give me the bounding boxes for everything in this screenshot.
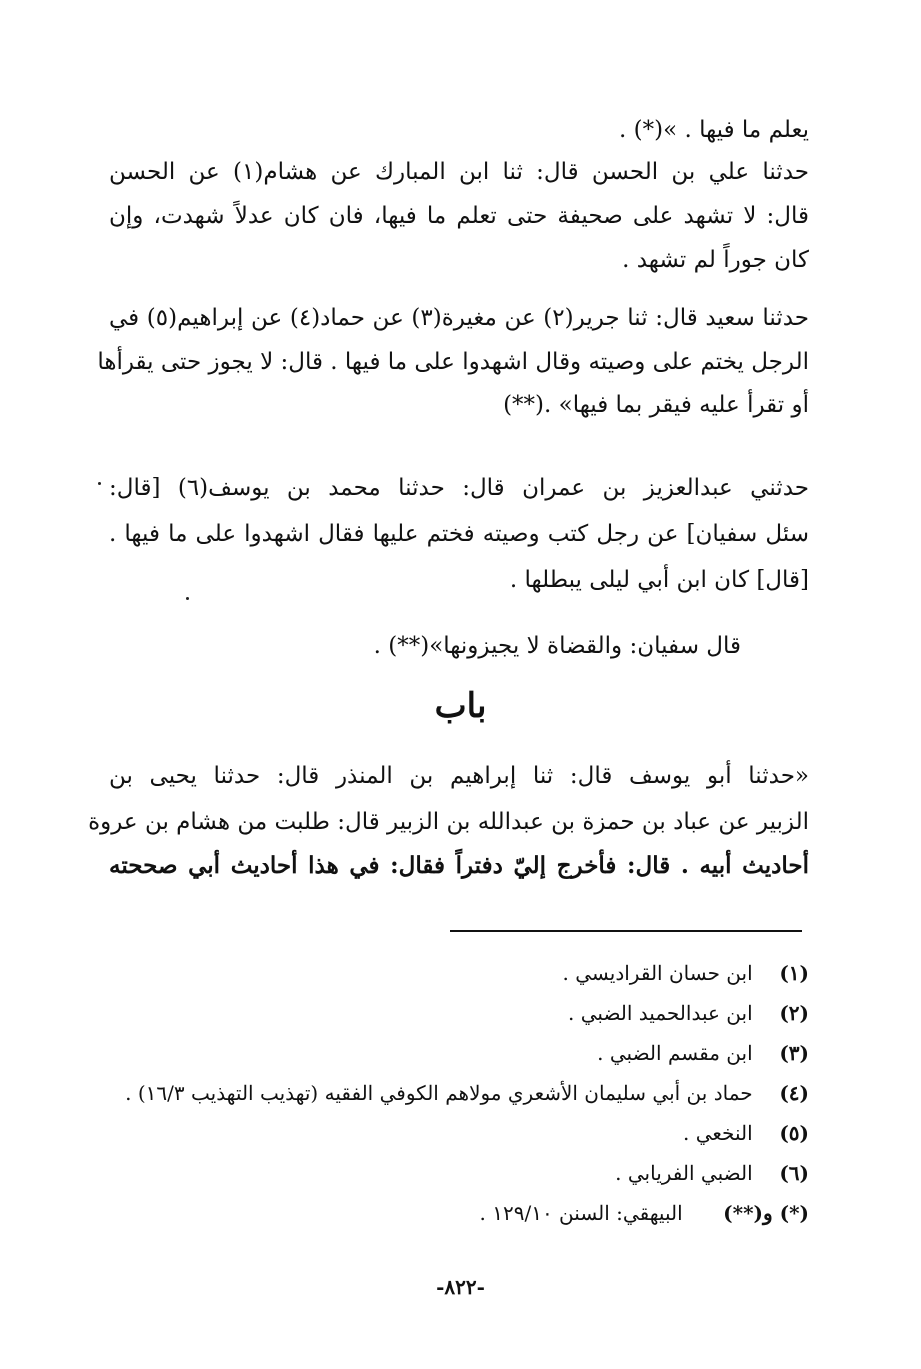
footnote-number: (١)	[779, 961, 809, 985]
footnote-text: حماد بن أبي سليمان الأشعري مولاهم الكوفي الفقيه (تهذيب التهذيب ١٦/٣) .	[125, 1081, 753, 1105]
page-number: -٨٢٢-	[436, 1275, 485, 1299]
footnote-text: النخعي .	[683, 1121, 753, 1145]
footnote	[69, 1116, 809, 1150]
text-line: حدثنا سعيد قال: ثنا جرير(٢) عن مغيرة(٣) عن حماد(٤) عن إبراهيم(٥) في	[109, 305, 809, 331]
footnote-text: ابن عبدالحميد الضبي .	[568, 1001, 753, 1025]
text-line: كان جوراً لم تشهد .	[622, 247, 809, 273]
footnote-number: (٣)	[779, 1041, 809, 1065]
text-line: حدثني عبدالعزيز بن عمران قال: حدثنا محمد بن يوسف(٦) [قال:	[109, 475, 809, 501]
footnote	[69, 1036, 809, 1070]
footnote-number: (٥)	[779, 1121, 809, 1145]
footnote-text: البيهقي: السنن ١٢٩/١٠ .	[479, 1201, 683, 1225]
footnote-text: ابن حسان القراديسي .	[562, 961, 753, 985]
scan-speck	[98, 482, 101, 485]
text-line: حدثنا علي بن الحسن قال: ثنا ابن المبارك عن هشام(١) عن الحسن	[109, 159, 809, 185]
footnote	[69, 956, 809, 990]
text-line: [قال] كان ابن أبي ليلى يبطلها .	[509, 567, 809, 593]
text-line: الزبير عن عباد بن حمزة بن عبدالله بن الزبير قال: طلبت من هشام بن عروة	[88, 809, 809, 835]
footnote-number: (٦)	[779, 1161, 809, 1185]
footnote	[69, 996, 809, 1030]
text-line: «حدثنا أبو يوسف قال: ثنا إبراهيم بن المنذر قال: حدثنا يحيى بن	[109, 763, 809, 789]
footnote-separator	[450, 930, 802, 932]
text-line: قال: لا تشهد على صحيفة حتى تعلم ما فيها، فان كان عدلاً شهدت، وإن	[109, 203, 809, 229]
footnote	[69, 1196, 809, 1230]
footnote	[69, 1076, 809, 1110]
text-line: الرجل يختم على وصيته وقال اشهدوا على ما فيها . قال: لا يجوز حتى يقرأها	[97, 349, 809, 375]
footnote-text: ابن مقسم الضبي .	[597, 1041, 753, 1065]
text-line: أو تقرأ عليه فيقر بما فيها» .(**)	[503, 392, 809, 418]
text-line: أحاديث أبيه . قال: فأخرج إليّ دفتراً فقال: في هذا أحاديث أبي صححته	[109, 852, 809, 879]
footnote-number: (*) و(**)	[723, 1201, 809, 1225]
text-line: قال سفيان: والقضاة لا يجيزونها»(**) .	[373, 633, 741, 659]
footnote-number: (٢)	[779, 1001, 809, 1025]
footnote	[69, 1156, 809, 1190]
section-heading: باب	[434, 686, 487, 726]
text-line: يعلم ما فيها . »(*) .	[619, 117, 809, 143]
footnote-text: الضبي الفريابي .	[615, 1161, 753, 1185]
footnote-number: (٤)	[779, 1081, 809, 1105]
scan-speck	[186, 597, 189, 600]
text-line: سئل سفيان] عن رجل كتب وصيته فختم عليها فقال اشهدوا على ما فيها .	[109, 521, 809, 547]
